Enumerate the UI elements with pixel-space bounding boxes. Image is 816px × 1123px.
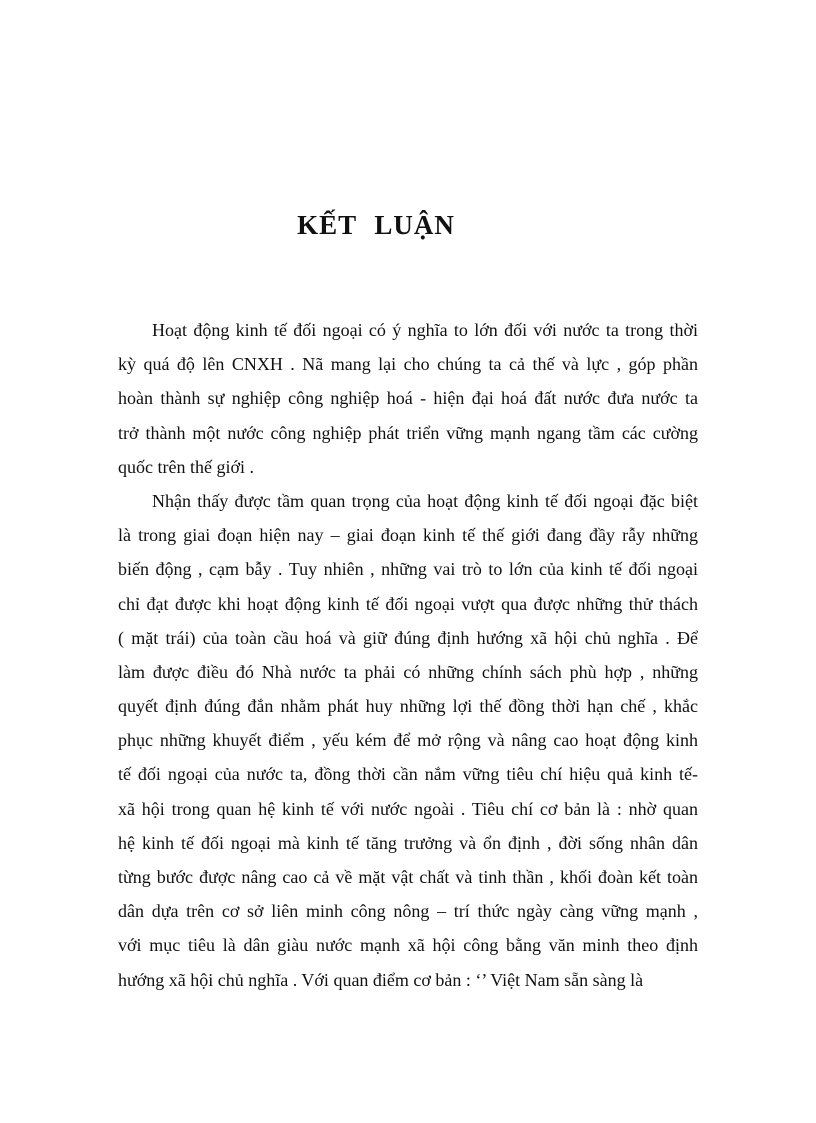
- paragraph-2-line-12: từng bước được nâng cao cả về mặt vật chất và tinh thần , khối đoàn kết toàn: [118, 867, 698, 887]
- paragraph-1-line-5: quốc trên thế giới .: [118, 456, 254, 477]
- paragraph-1-line-2: kỳ quá độ lên CNXH . Nã mang lại cho chúng ta cả thế và lực , góp phần: [118, 354, 698, 375]
- paragraph-2-line-9: tế đối ngoại của nước ta, đồng thời cần nắm vững tiêu chí hiệu quả kinh tế-: [118, 764, 698, 785]
- paragraph-2-line-10: xã hội trong quan hệ kinh tế với nước ngoài . Tiêu chí cơ bản là : nhờ quan: [118, 798, 698, 819]
- paragraph-2-line-14: với mục tiêu là dân giàu nước mạnh xã hội công bằng văn minh theo định: [118, 935, 698, 956]
- paragraph-2-line-2: là trong giai đoạn hiện nay – giai đoạn kinh tế thế giới đang đầy rẫy những: [118, 525, 698, 546]
- conclusion-body: [118, 313, 698, 997]
- paragraph-1-line-3: hoàn thành sự nghiệp công nghiệp hoá - hiện đại hoá đất nước đưa nước ta: [118, 388, 698, 409]
- paragraph-2-line-4: chỉ đạt được khi hoạt động kinh tế đối ngoại vượt qua được những thử thách: [118, 593, 698, 614]
- paragraph-1-line-4: trở thành một nước công nghiệp phát triển vững mạnh ngang tầm các cường: [118, 422, 698, 443]
- paragraph-2-line-8: phục những khuyết điểm , yếu kém để mở rộng và nâng cao hoạt động kinh: [118, 730, 698, 751]
- paragraph-2-line-13: dân dựa trên cơ sở liên minh công nông – trí thức ngày càng vững mạnh ,: [118, 901, 698, 922]
- paragraph-2-line-5: ( mặt trái) của toàn cầu hoá và giữ đúng định hướng xã hội chủ nghĩa . Để: [118, 627, 698, 648]
- paragraph-2-line-6: làm được điều đó Nhà nước ta phải có những chính sách phù hợp , những: [118, 661, 698, 682]
- paragraph-2-line-11: hệ kinh tế đối ngoại mà kinh tế tăng trưởng và ổn định , đời sống nhân dân: [118, 832, 698, 853]
- paragraph-2-line-15: hướng xã hội chủ nghĩa . Với quan điểm cơ bản : ‘’ Việt Nam sẵn sàng là: [118, 969, 644, 990]
- paragraph-2-line-7: quyết định đúng đắn nhằm phát huy những lợi thế đồng thời hạn chế , khắc: [118, 696, 698, 717]
- paragraph-2-line-1: Nhận thấy được tầm quan trọng của hoạt động kinh tế đối ngoại đặc biệt: [152, 490, 698, 511]
- page-title: KẾT LUẬN: [297, 210, 455, 240]
- paragraph-1-line-1: Hoạt động kinh tế đối ngoại có ý nghĩa to lớn đối với nước ta trong thời: [152, 320, 698, 340]
- paragraph-2-line-3: biến động , cạm bẫy . Tuy nhiên , những vai trò to lớn của kinh tế đối ngoại: [118, 559, 698, 580]
